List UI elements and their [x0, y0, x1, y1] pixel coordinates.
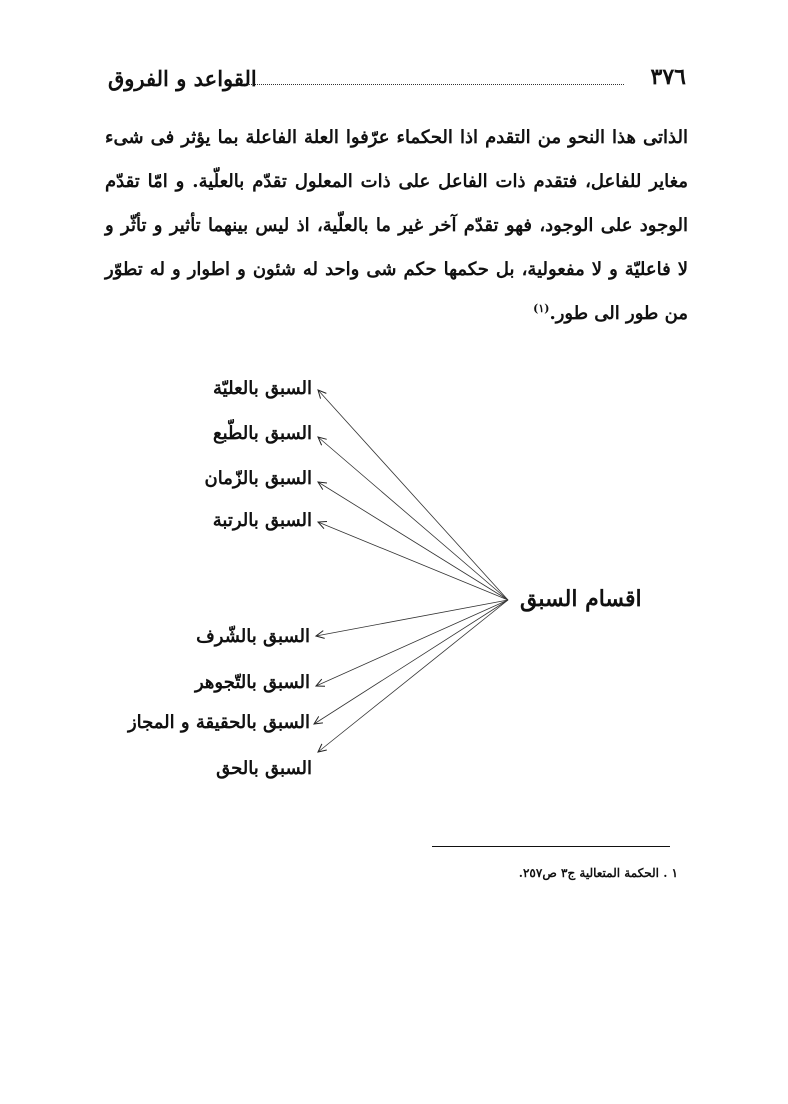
- branch-label-essence: السبق بالتّجوهر: [194, 672, 310, 693]
- paragraph-text: الذاتی هذا النحو من التقدم اذا الحکماء عرّفوا العلة الفاعلة بما یؤثر فی شیء مغایر للفاعل، فتقدم ذات الفاعل علی ذات المعلول تقدّم بالعلّیة. و امّا تقدّم الوجود علی الوجود، فهو تقدّم آخر غیر ما بالعلّیة، اذ لیس بینهما تأثیر و تأثّر و لا فاعلیّة و لا مفعولیة، بل حکمها حکم شی واحد له شئون و اطوار و له تطوّر من طور الی طور.: [105, 127, 688, 324]
- branch-label-causality: السبق بالعلیّة: [213, 378, 312, 399]
- branch-line-0: [318, 390, 508, 600]
- page-number: ٣٧٦: [650, 64, 686, 90]
- running-title: القواعد و الفروق: [108, 66, 257, 91]
- branch-label-rank: السبق بالرتبة: [212, 510, 312, 531]
- branch-label-time: السبق بالزّمان: [204, 468, 312, 489]
- branch-line-6: [314, 600, 508, 724]
- body-paragraph: [105, 116, 688, 336]
- footnote: [440, 866, 678, 880]
- branch-label-reality-metaphor: السبق بالحقیقة و المجاز: [127, 712, 310, 733]
- branch-line-7: [318, 600, 508, 752]
- branch-line-3: [318, 522, 508, 600]
- footnote-text: ١ . الحکمة المتعالیة ج٣ ص٢٥٧.: [518, 866, 678, 880]
- branch-line-5: [316, 600, 508, 686]
- branch-label-nature: السبق بالطّبع: [212, 423, 312, 444]
- footnote-separator: [432, 846, 670, 847]
- branch-line-2: [318, 482, 508, 600]
- branch-label-honor: السبق بالشّرف: [196, 626, 310, 647]
- branch-line-1: [318, 437, 508, 600]
- footnote-marker: (١): [533, 302, 550, 315]
- divisions-diagram: [0, 360, 788, 820]
- branch-label-truth: السبق بالحق: [216, 758, 312, 779]
- diagram-root-label: اقسام السبق: [520, 586, 642, 612]
- diagram-arrows: [0, 360, 788, 820]
- header-leader-dots: [236, 84, 624, 85]
- running-header: [108, 64, 686, 96]
